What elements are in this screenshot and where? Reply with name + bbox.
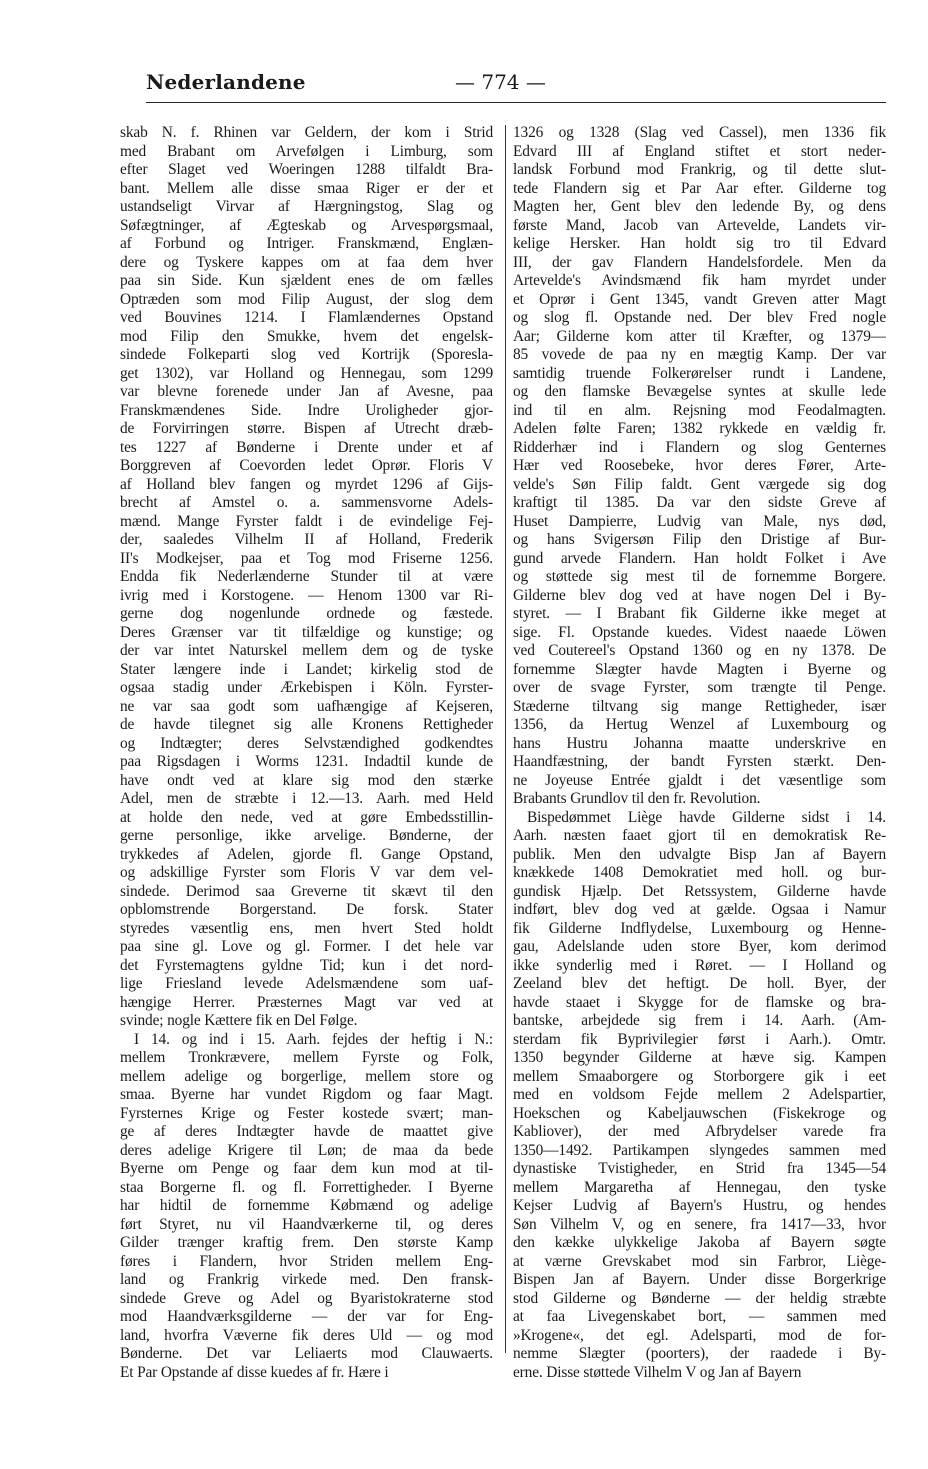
text-line: ved Coutereel's Opstand 1360 og en ny 1378. De [513, 642, 886, 659]
text-line: ne var saa godt som uafhængige af Kejseren, [120, 697, 493, 715]
text-line: indført, blev dog ved at gælde. Ogsaa i Namur [513, 901, 886, 918]
text-line: Aarh. næsten faaet gjort til en demokratisk Re- [513, 827, 886, 844]
text-line: 1350 begynder Gilderne at hæve sig. Kampen [513, 1049, 886, 1066]
text-line: fik Gilderne Indflydelse, Luxembourg og Henne- [513, 919, 886, 937]
text-line: mellem adelige og borgerlige, mellem store og [120, 1067, 493, 1085]
text-line: efter Slaget ved Woeringen 1288 tilfaldt Bra- [120, 161, 493, 178]
text-line: et Oprør i Gent 1345, vandt Greven atter Magt [513, 290, 886, 308]
text-line: smaa. Byerne har vundet Rigdom og faar Magt. [120, 1086, 493, 1103]
text-line: af Forbund og Intriger. Franskmænd, Englæn- [120, 235, 493, 252]
text-line: den kække ulykkelige Jakoba af Bayern søgte [513, 1234, 886, 1251]
text-line: knækkede 1408 Demokratiet med holl. og bur- [513, 864, 886, 881]
text-line: kraftigt til 1385. Da var den sidste Greve af [513, 494, 886, 511]
text-line: mellem Tronkrævere, mellem Fyrste og Folk, [120, 1049, 493, 1066]
text-line: Stæderne tiltvang sig mange Rettigheder, især [513, 697, 886, 715]
page-number: — 774 — [455, 70, 546, 94]
text-line: Aar; Gilderne kom atter til Kræfter, og 1379— [513, 327, 886, 345]
text-line: og støttede sig mest til de fornemme Borgere. [513, 568, 886, 585]
text-line: det Fyrstemagtens gyldne Tid; kun i det nord- [120, 956, 493, 974]
text-line: ustandseligt Virvar af Hærgningstog, Slag og [120, 198, 493, 215]
text-line: sindede Greve og Adel og Byaristokraterne stod [120, 1289, 493, 1307]
text-line: ne Joyeuse Entrée gjaldt i det væsentlige som [513, 771, 886, 789]
running-header-title: Nederlandene [146, 70, 306, 94]
text-line: have ondt ved at klare sig mod den stærke [120, 771, 493, 789]
text-line: ge af deres Indtægter havde de maattet give [120, 1123, 493, 1140]
text-line: III, der gav Flandern Handelsfordele. Men da [513, 253, 886, 271]
text-line: Søn Vilhelm V, og en senere, fra 1417—33, hvor [513, 1215, 886, 1233]
text-line: Endda fik Nederlænderne Stunder til at være [120, 568, 493, 585]
text-line: 1356, da Hertug Wenzel af Luxembourg og [513, 716, 886, 733]
text-line: styredes væsentlig ens, men hvert Sted holdt [120, 919, 493, 937]
text-line: Ridderhær ind i Flandern og slog Genternes [513, 438, 886, 456]
text-line: Kabliover), der med Afbrydelser varede fra [513, 1123, 886, 1140]
text-line: stod Gilderne og Bønderne — der heldig stræbte [513, 1289, 886, 1307]
text-line: publik. Men den udvalgte Bisp Jan af Bayern [513, 845, 886, 863]
text-line: og den flamske Bevægelse syntes at skulle lede [513, 383, 886, 400]
text-line: der, saaledes Vilhelm II af Holland, Frederik [120, 531, 493, 548]
text-line: gund arvede Flandern. Han holdt Folket i Ave [513, 549, 886, 567]
text-line: at faa Livegenskabet bort, — sammen med [513, 1308, 886, 1325]
text-line: der var intet Naturskel mellem dem og de tyske [120, 642, 493, 659]
text-line: de havde tilegnet sig alle Kronens Rettigheder [120, 716, 493, 733]
column-divider [505, 125, 506, 1353]
text-line: gerne dog nogenlunde ordnede og fæstede. [120, 605, 493, 622]
text-line: dynastiske Tvistigheder, en Strid fra 1345—54 [513, 1160, 886, 1177]
text-line: første Mand, Jacob van Artevelde, Landets vir- [513, 216, 886, 234]
text-line: erne. Disse støttede Vilhelm V og Jan af Bayern [513, 1363, 802, 1381]
text-line: »Krogene«, det egl. Adelsparti, mod de for- [513, 1326, 886, 1344]
right-text-column [513, 124, 886, 1382]
text-line: gau, Adelslande uden store Byer, kom derimod [513, 938, 886, 955]
text-line: Magten her, Gent blev den ledende By, og dens [513, 198, 886, 215]
text-line: sige. Fl. Opstande kuedes. Videst naaede Löwen [513, 623, 886, 641]
text-line: gerne personlige, ikke arvelige. Bønderne, der [120, 827, 493, 844]
text-line: ivrig med i Korstogene. — Henom 1300 var Ri- [120, 586, 493, 604]
text-line: samtidig truende Folkerørelser rundt i Landene, [513, 364, 886, 382]
text-line: Adelen følte Faren; 1382 rykkede en vældig fr. [513, 420, 886, 437]
text-line: deres adelige Krigere til Løn; de maa da bede [120, 1141, 493, 1159]
text-line: havde staaet i Skygge for de flamske og bra- [513, 993, 886, 1011]
text-line: ind til en alm. Rejsning mod Feodalmagten. [513, 401, 886, 419]
text-line: bantske, arbejdede sig frem i 14. Aarh. (Am- [513, 1012, 886, 1029]
text-line: Haandfæstning, der bandt Fyrsten stærkt. Den- [513, 753, 886, 770]
text-line: ogsaa stadig under Ærkebispen i Köln. Fyrster- [120, 679, 493, 696]
text-line: Gilderne blev dog ved at have nogen Del i By- [513, 586, 886, 604]
text-line: skab N. f. Rhinen var Geldern, der kom i Strid [120, 124, 493, 141]
text-line: og hans Svigersøn Filip den Dristige af Bur- [513, 531, 886, 548]
text-line: ved Bouvines 1214. I Flamlændernes Opstand [120, 309, 493, 326]
text-line: Optræden som mod Filip August, der slog dem [120, 290, 493, 308]
text-line: tede Flandern sig et Par Aar efter. Gilderne tog [513, 179, 886, 197]
text-line: Søfægtninger, af Ægteskab og Arvespørgsmaal, [120, 216, 493, 234]
text-line: 1350—1492. Partikampen slyngedes sammen med [513, 1141, 886, 1159]
text-line: Kejser Ludvig af Bayern's Hustru, og hendes [513, 1197, 886, 1214]
text-line: dere og Tyskere kappes om at faa dem hver [120, 253, 493, 271]
text-line: kelige Hersker. Han holdt sig tro til Edvard [513, 235, 886, 252]
text-line: staa Borgerne fl. og fl. Forrettigheder. I Byerne [120, 1178, 493, 1196]
text-line: Edvard III af England stiftet et stort neder- [513, 142, 886, 160]
text-line: nemme Slægter (poorters), der raadede i By- [513, 1345, 886, 1362]
text-line: hans Hustru Johanna maatte underskrive en [513, 734, 886, 752]
text-line: mod Haandværksgilderne — der var for Eng- [120, 1308, 493, 1325]
text-line: har hidtil de fornemme Købmænd og adelige [120, 1197, 493, 1214]
text-line: Borggreven af Coevorden ledet Oprør. Floris V [120, 457, 493, 474]
text-line: Adel, men de stræbte i 12.—13. Aarh. med Held [120, 790, 493, 807]
text-line: Brabants Grundlov til den fr. Revolution. [513, 790, 761, 807]
text-line: velde's Søn Filip faldt. Gent værgede sig dog [513, 475, 886, 493]
text-line: og slog fl. Opstande ned. Der blev Fred nogle [513, 309, 886, 326]
text-line: Hær ved Roosebeke, hvor deres Fører, Arte- [513, 457, 886, 474]
text-line: Et Par Opstande af disse kuedes af fr. Hære i [120, 1363, 389, 1381]
text-line: sindede Folkeparti slog ved Kortrijk (Sporesla- [120, 346, 493, 363]
text-line: Deres Grænser var tit tilfældige og kunstige; og [120, 623, 493, 641]
text-line: Stater længere inde i Landet; kirkelig stod de [120, 660, 493, 678]
text-line: at holde den nede, ved at gøre Embedsstillin- [120, 808, 493, 826]
text-line: tes 1227 af Bønderne i Drente under et af [120, 438, 493, 456]
text-line: at værne Grevskabet mod sin Farbror, Liège- [513, 1252, 886, 1270]
text-line: brecht af Amstel o. a. sammensvorne Adels- [120, 494, 493, 511]
text-line: mellem Smaaborgere og Storborgere gik i eet [513, 1067, 886, 1085]
text-line: fornemme Slægter havde Magten i Byerne og [513, 660, 886, 678]
text-line: I 14. og ind i 15. Aarh. fejdes der heftig i N.: [134, 1030, 493, 1048]
text-line: Franskmændenes Side. Indre Uroligheder gjor- [120, 401, 493, 419]
text-line: Zeeland blev det heftigt. De holl. Byer, der [513, 975, 886, 992]
text-line: de Forvirringen større. Bispen af Utrecht dræb- [120, 420, 493, 437]
header-rule [146, 102, 886, 103]
text-line: land, hvorfra Væverne fik deres Uld — og mod [120, 1326, 493, 1344]
text-line: paa Rigsdagen i Worms 1231. Indadtil kunde de [120, 753, 493, 770]
text-line: ført Styret, nu vil Haandværkerne til, og deres [120, 1215, 493, 1233]
text-line: II's Modkejser, paa et Tog mod Friserne 1256. [120, 549, 493, 567]
text-line: og Indtægter; deres Selvstændighed godkendtes [120, 734, 493, 752]
text-line: Fyrsternes Krige og Fester kostede svært; man- [120, 1104, 493, 1122]
text-line: og adskillige Fyrster som Floris V var dem vel- [120, 864, 493, 881]
text-line: opblomstrende Borgerstand. De forsk. Stater [120, 901, 493, 918]
text-line: med en voldsom Fejde mellem 2 Adelspartier, [513, 1086, 886, 1103]
text-line: trykkedes af Adelen, gjorde fl. Gange Opstand, [120, 845, 493, 863]
text-line: ikke synderlig med i Røret. — I Holland og [513, 956, 886, 974]
text-line: 85 vovede de paa ny en mægtig Kamp. Der var [513, 346, 886, 363]
text-line: paa sin Side. Kun sjældent enes de om fælles [120, 272, 493, 289]
text-line: Gilder trænger kraftig frem. Den største Kamp [120, 1234, 493, 1251]
text-line: hængige Herrer. Præsternes Magt var ved at [120, 993, 493, 1011]
text-line: bant. Mellem alle disse smaa Riger er der et [120, 179, 493, 197]
text-line: sindede. Derimod saa Greverne tit skævt til den [120, 882, 493, 900]
text-line: gundisk Hjælp. Det Retssystem, Gilderne havde [513, 882, 886, 900]
text-line: get 1302), var Holland og Hennegau, som 1299 [120, 364, 493, 382]
text-line: styret. — I Brabant fik Gilderne ikke meget at [513, 605, 886, 622]
text-line: mænd. Mange Fyrster faldt i de evindelige Fej- [120, 512, 493, 530]
text-line: Byerne om Penge og faar dem kun mod at til- [120, 1160, 493, 1177]
left-text-column [120, 124, 493, 1382]
text-line: mellem Margaretha af Hennegau, den tyske [513, 1178, 886, 1196]
text-line: mod Filip den Smukke, hvem det engelsk- [120, 327, 493, 345]
text-line: Hoekschen og Kabeljauwschen (Fiskekroge og [513, 1104, 886, 1122]
text-line: paa sine gl. Love og gl. Former. I det hele var [120, 938, 493, 955]
text-line: landsk Forbund mod Frankrig, og til dette slut- [513, 161, 886, 178]
text-line: 1326 og 1328 (Slag ved Cassel), men 1336 fik [513, 124, 886, 141]
text-line: af Holland blev fangen og myrdet 1296 af Gijs- [120, 475, 493, 493]
text-line: Artevelde's Avindsmænd fik ham myrdet under [513, 272, 886, 289]
text-line: land og Frankrig virkede med. Den fransk- [120, 1271, 493, 1288]
text-line: sterdam fik Byprivilegier først i Aarh.). Omtr. [513, 1030, 886, 1048]
text-line: over de svage Fyrster, som trængte til Penge. [513, 679, 886, 696]
text-line: svinde; nogle Kættere fik en Del Følge. [120, 1012, 358, 1029]
text-line: Bønderne. Det var Leliaerts mod Clauwaerts. [120, 1345, 493, 1362]
text-line: var blevne forenede under Jan af Avesne, paa [120, 383, 493, 400]
text-line: føres i Flandern, hvor Striden mellem Eng- [120, 1252, 493, 1270]
text-line: Bispen Jan af Bayern. Under disse Borgerkrige [513, 1271, 886, 1288]
text-line: lige Friesland levede Adelsmændene som uaf- [120, 975, 493, 992]
text-line: Huset Dampierre, Ludvig van Male, nys død, [513, 512, 886, 530]
text-line: med Brabant om Arvefølgen i Limburg, som [120, 142, 493, 160]
text-line: Bispedømmet Liège havde Gilderne sidst i 14. [527, 808, 886, 826]
